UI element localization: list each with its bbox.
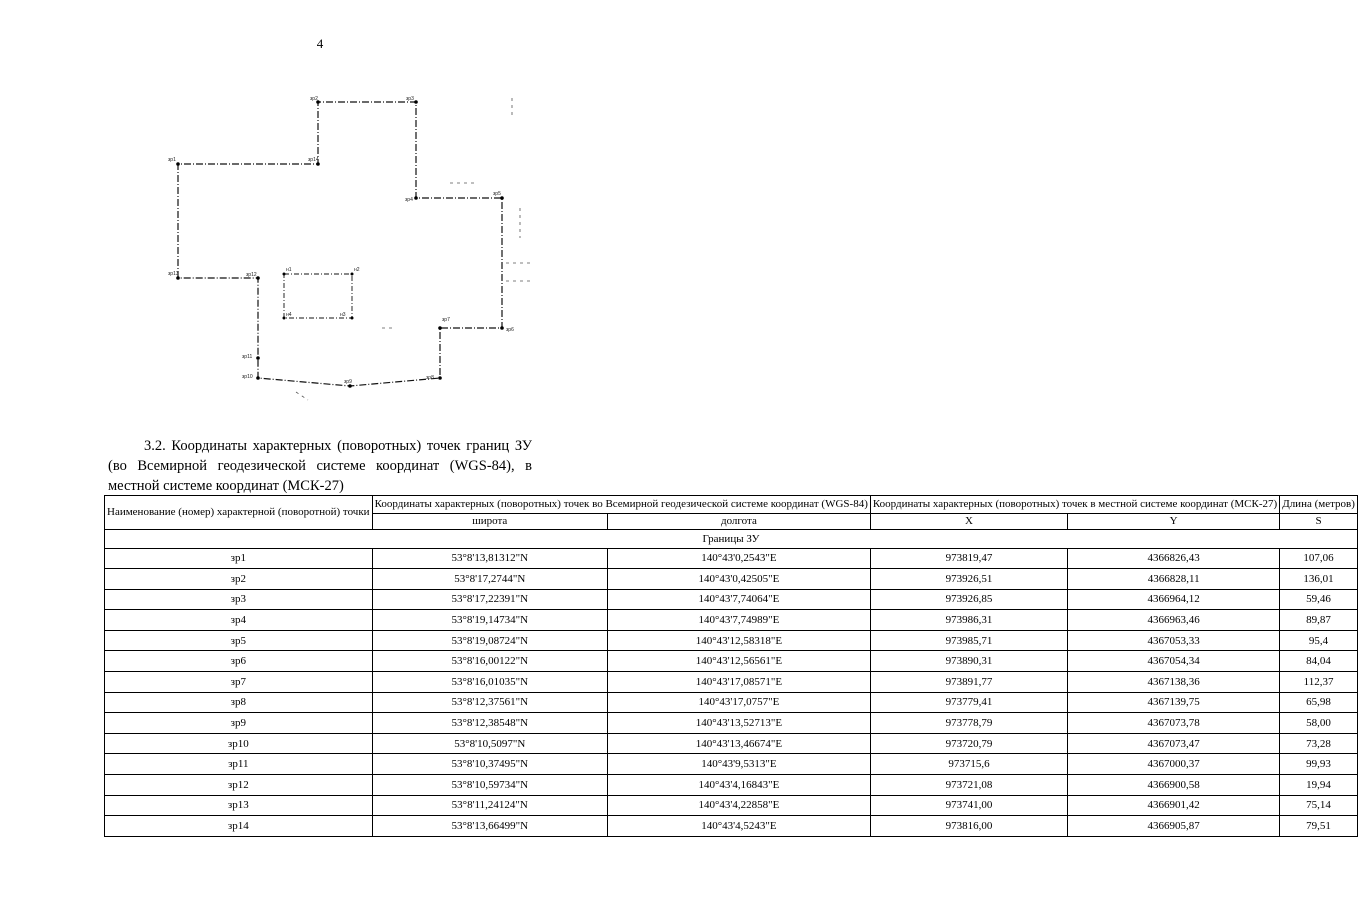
longitude-cell: 140°43'7,74064"E	[607, 589, 870, 610]
vertex-labels	[168, 96, 514, 385]
label-p14: зр14	[308, 157, 319, 163]
y-cell: 4367138,36	[1068, 672, 1280, 693]
latitude-cell: 53°8'10,37495"N	[372, 754, 607, 775]
x-cell: 973779,41	[870, 692, 1067, 713]
table-row	[105, 630, 1358, 651]
header-y: Y	[1068, 513, 1280, 529]
label-p4: зр4	[405, 197, 413, 203]
point-name-cell: зр6	[105, 651, 373, 672]
length-cell: 59,46	[1280, 589, 1358, 610]
length-cell: 58,00	[1280, 713, 1358, 734]
label-p13: зр13	[168, 271, 179, 277]
group-row	[105, 529, 1358, 548]
boundary-lines	[178, 102, 502, 386]
table-row	[105, 548, 1358, 569]
table-row	[105, 651, 1358, 672]
longitude-cell: 140°43'0,42505"E	[607, 569, 870, 590]
table-row	[105, 775, 1358, 796]
length-cell: 84,04	[1280, 651, 1358, 672]
longitude-cell: 140°43'4,22858"E	[607, 795, 870, 816]
header-row	[105, 496, 1358, 514]
x-cell: 973720,79	[870, 733, 1067, 754]
latitude-cell: 53°8'10,59734"N	[372, 775, 607, 796]
y-cell: 4366828,11	[1068, 569, 1280, 590]
point-name-cell: зр1	[105, 548, 373, 569]
table-row	[105, 754, 1358, 775]
header-lon: долгота	[607, 513, 870, 529]
label-p8: зр8	[426, 375, 434, 381]
header-lat: широта	[372, 513, 607, 529]
label-i1: н1	[286, 267, 292, 273]
table-row	[105, 816, 1358, 837]
longitude-cell: 140°43'4,5243"E	[607, 816, 870, 837]
latitude-cell: 53°8'12,37561"N	[372, 692, 607, 713]
longitude-cell: 140°43'13,52713"E	[607, 713, 870, 734]
label-p5: зр5	[493, 191, 501, 197]
length-cell: 73,28	[1280, 733, 1358, 754]
length-cell: 19,94	[1280, 775, 1358, 796]
x-cell: 973986,31	[870, 610, 1067, 631]
x-cell: 973816,00	[870, 816, 1067, 837]
y-cell: 4366826,43	[1068, 548, 1280, 569]
y-cell: 4367054,34	[1068, 651, 1280, 672]
table-row	[105, 589, 1358, 610]
label-p7: зр7	[442, 317, 450, 323]
boundary-plan	[150, 88, 530, 408]
latitude-cell: 53°8'13,66499"N	[372, 816, 607, 837]
table-row	[105, 610, 1358, 631]
point-name-cell: зр14	[105, 816, 373, 837]
x-cell: 973721,08	[870, 775, 1067, 796]
table-body	[105, 529, 1358, 836]
label-i4: н4	[286, 312, 292, 318]
header-length: Длина (метров)	[1280, 496, 1358, 514]
x-cell: 973715,6	[870, 754, 1067, 775]
label-p11: зр11	[242, 354, 253, 360]
x-cell: 973890,31	[870, 651, 1067, 672]
table-row	[105, 569, 1358, 590]
point-name-cell: зр10	[105, 733, 373, 754]
point-name-cell: зр3	[105, 589, 373, 610]
x-cell: 973741,00	[870, 795, 1067, 816]
latitude-cell: 53°8'16,00122"N	[372, 651, 607, 672]
header-msk: Координаты характерных (поворотных) точек в местной системе координат (МСК-27)	[870, 496, 1279, 514]
length-cell: 99,93	[1280, 754, 1358, 775]
point-name-cell: зр8	[105, 692, 373, 713]
header-s: S	[1280, 513, 1358, 529]
header-wgs: Координаты характерных (поворотных) точек во Всемирной геодезической системе координат (WGS-84)	[372, 496, 870, 514]
length-cell: 65,98	[1280, 692, 1358, 713]
point-name-cell: зр12	[105, 775, 373, 796]
x-cell: 973891,77	[870, 672, 1067, 693]
y-cell: 4366901,42	[1068, 795, 1280, 816]
y-cell: 4366900,58	[1068, 775, 1280, 796]
label-p3: зр3	[406, 96, 414, 102]
longitude-cell: 140°43'0,2543"E	[607, 548, 870, 569]
section-title: Координаты характерных (поворотных) точек границ ЗУ (во Всемирной геодезической системе координат (WGS-84), в местной системе координат (МСК-27)	[108, 438, 533, 494]
y-cell: 4366963,46	[1068, 610, 1280, 631]
table-row	[105, 733, 1358, 754]
length-cell: 95,4	[1280, 630, 1358, 651]
label-i2: н2	[354, 267, 360, 273]
y-cell: 4367073,47	[1068, 733, 1280, 754]
x-cell: 973778,79	[870, 713, 1067, 734]
y-cell: 4366964,12	[1068, 589, 1280, 610]
latitude-cell: 53°8'19,14734"N	[372, 610, 607, 631]
latitude-cell: 53°8'12,38548"N	[372, 713, 607, 734]
latitude-cell: 53°8'17,2744"N	[372, 569, 607, 590]
label-p10: зр10	[242, 374, 253, 380]
y-cell: 4366905,87	[1068, 816, 1280, 837]
header-name: Наименование (номер) характерной (поворотной) точки	[105, 496, 373, 530]
point-name-cell: зр7	[105, 672, 373, 693]
y-cell: 4367139,75	[1068, 692, 1280, 713]
longitude-cell: 140°43'13,46674"E	[607, 733, 870, 754]
section-number: 3.2.	[144, 438, 166, 454]
label-p12: зр12	[246, 272, 257, 278]
latitude-cell: 53°8'11,24124"N	[372, 795, 607, 816]
length-cell: 112,37	[1280, 672, 1358, 693]
coordinates-table	[104, 495, 1358, 837]
length-cell: 136,01	[1280, 569, 1358, 590]
y-cell: 4367000,37	[1068, 754, 1280, 775]
group-label: Границы ЗУ	[105, 529, 1358, 548]
x-cell: 973985,71	[870, 630, 1067, 651]
table-row	[105, 713, 1358, 734]
boundary-vertices	[176, 100, 504, 388]
point-name-cell: зр4	[105, 610, 373, 631]
latitude-cell: 53°8'13,81312"N	[372, 548, 607, 569]
length-cell: 107,06	[1280, 548, 1358, 569]
latitude-cell: 53°8'10,5097"N	[372, 733, 607, 754]
latitude-cell: 53°8'17,22391"N	[372, 589, 607, 610]
label-p2: зр2	[310, 96, 318, 102]
latitude-cell: 53°8'19,08724"N	[372, 630, 607, 651]
longitude-cell: 140°43'17,08571"E	[607, 672, 870, 693]
page-number: 4	[316, 36, 324, 51]
longitude-cell: 140°43'4,16843"E	[607, 775, 870, 796]
point-name-cell: зр13	[105, 795, 373, 816]
label-i3: н3	[340, 312, 346, 318]
header-x: X	[870, 513, 1067, 529]
longitude-cell: 140°43'7,74989"E	[607, 610, 870, 631]
table-row	[105, 795, 1358, 816]
length-cell: 89,87	[1280, 610, 1358, 631]
x-cell: 973819,47	[870, 548, 1067, 569]
longitude-cell: 140°43'12,56561"E	[607, 651, 870, 672]
x-cell: 973926,51	[870, 569, 1067, 590]
table-row	[105, 672, 1358, 693]
point-name-cell: зр2	[105, 569, 373, 590]
label-p1: зр1	[168, 157, 176, 163]
point-name-cell: зр5	[105, 630, 373, 651]
length-cell: 75,14	[1280, 795, 1358, 816]
label-p9: зр9	[344, 379, 352, 385]
section-heading	[108, 436, 532, 496]
adjacent-marks	[296, 98, 530, 400]
y-cell: 4367073,78	[1068, 713, 1280, 734]
label-p6: зр6	[506, 327, 514, 333]
longitude-cell: 140°43'17,0757"E	[607, 692, 870, 713]
longitude-cell: 140°43'12,58318"E	[607, 630, 870, 651]
longitude-cell: 140°43'9,5313"E	[607, 754, 870, 775]
x-cell: 973926,85	[870, 589, 1067, 610]
point-name-cell: зр9	[105, 713, 373, 734]
table-row	[105, 692, 1358, 713]
length-cell: 79,51	[1280, 816, 1358, 837]
latitude-cell: 53°8'16,01035"N	[372, 672, 607, 693]
y-cell: 4367053,33	[1068, 630, 1280, 651]
point-name-cell: зр11	[105, 754, 373, 775]
